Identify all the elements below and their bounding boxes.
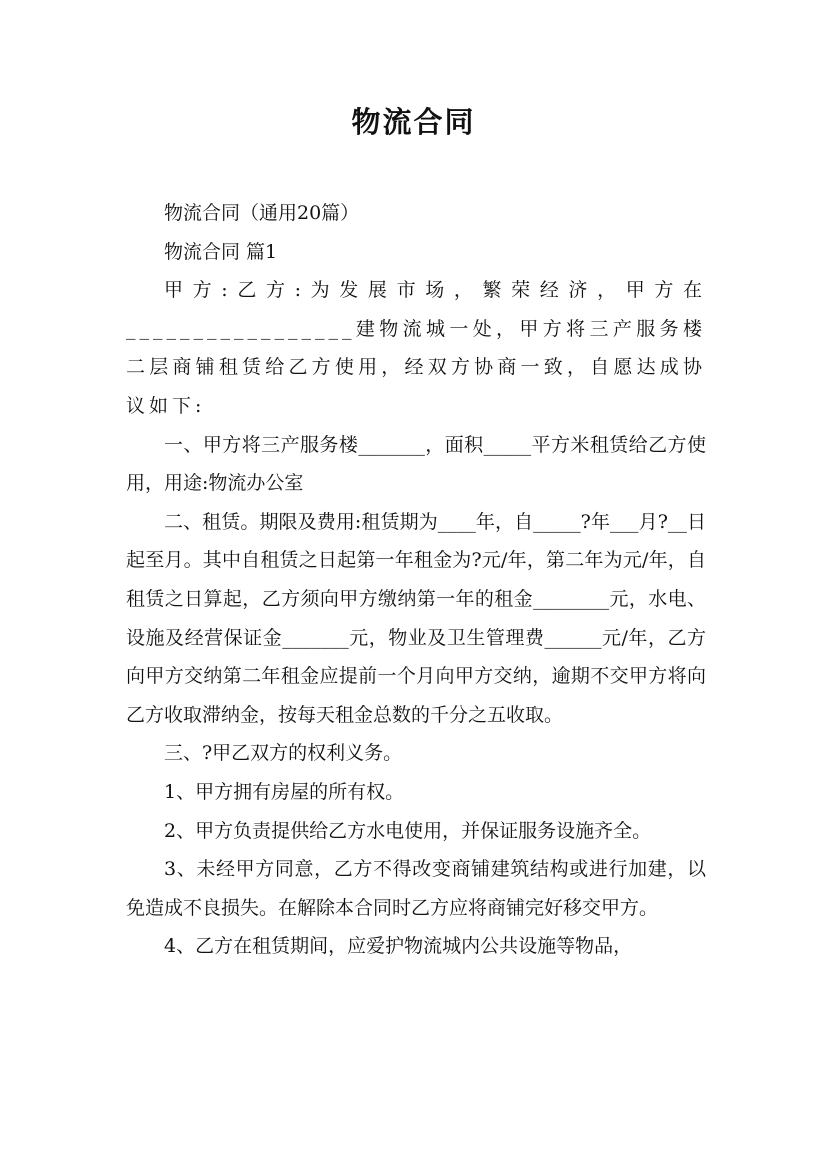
paragraph-subtitle: 物流合同（通用20篇） <box>164 202 360 224</box>
paragraph-clause-3: 三、?甲乙双方的权利义务。 <box>164 742 403 765</box>
document-body <box>126 194 706 966</box>
paragraph-section-heading: 物流合同 篇1 <box>164 240 278 263</box>
paragraph-item-2: 2、甲方负责提供给乙方水电使用，并保证服务设施齐全。 <box>164 819 652 842</box>
paragraph-preamble: 甲方:乙方:为发展市场，繁荣经济，甲方在_________________建物流城一处，甲方将三产服务楼二层商铺租赁给乙方使用，经双方协商一致，自愿达成协议如下: <box>126 279 706 417</box>
document-title: 物流合同 <box>351 105 476 139</box>
paragraph-clause-2: 二、租赁。期限及费用:租赁期为____年，自_____?年___月?__日起至月。其中自租赁之日起第一年租金为?元/年，第二年为元/年，自租赁之日算起，乙方须向甲方缴纳第一年的租金________元，水电、设施及经营保证金_______元，物业及卫生管理费______元/年，乙方向甲方交纳第二年租金应提前一个月向甲方交纳，逾期不交甲方将向乙方收取滞纳金，按每天租金总数的千分之五收取。 <box>126 510 706 726</box>
paragraph-item-3: 3、未经甲方同意，乙方不得改变商铺建筑结构或进行加建，以免造成不良损失。在解除本合同时乙方应将商铺完好移交甲方。 <box>126 858 706 919</box>
paragraph-clause-1: 一、甲方将三产服务楼_______，面积_____平方米租赁给乙方使用，用途:物流办公室 <box>126 433 706 495</box>
paragraph-item-1: 1、甲方拥有房屋的所有权。 <box>164 780 405 803</box>
paragraph-item-4: 4、乙方在租赁期间，应爱护物流城内公共设施等物品， <box>164 935 633 958</box>
